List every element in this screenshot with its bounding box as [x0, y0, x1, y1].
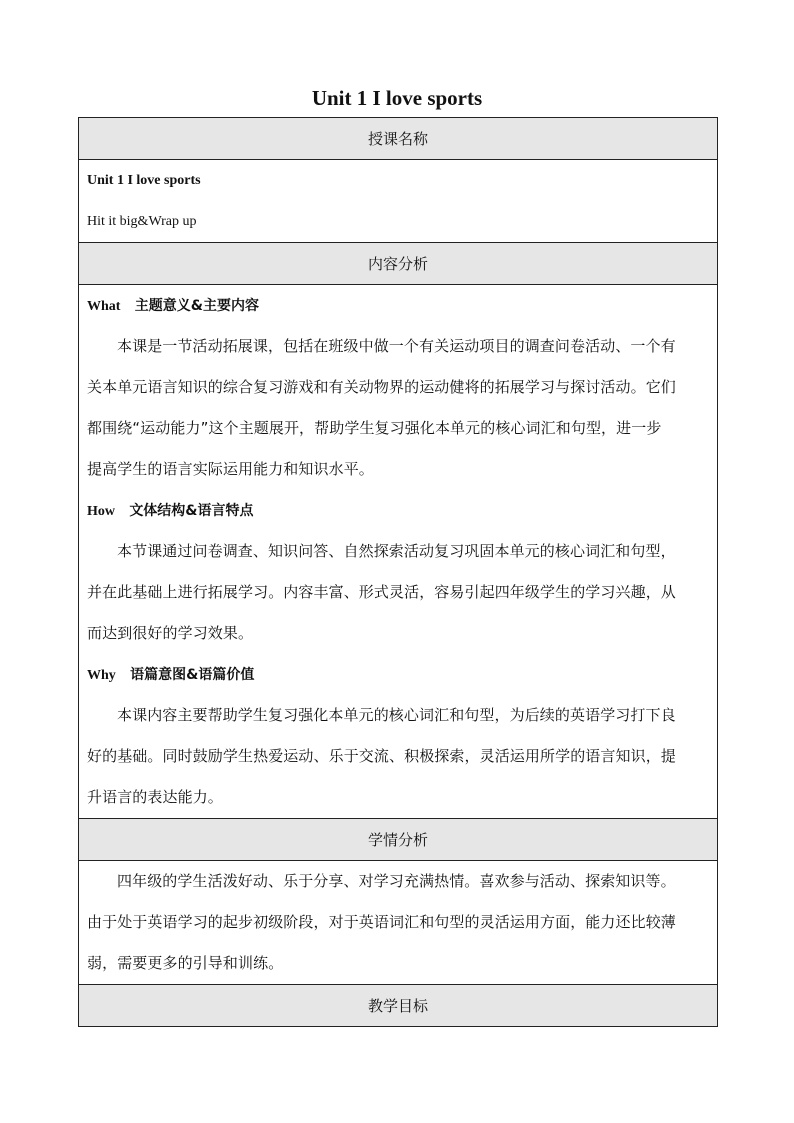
why-label-cn: 语篇意图&语篇价值 — [130, 667, 255, 683]
unit-title: Unit 1 I love sports — [87, 173, 201, 188]
what-label-en: What — [87, 299, 121, 314]
what-paragraph-line: 都围绕“运动能力”这个主题展开，帮助学生复习强化本单元的核心词汇和句型，进一步 — [87, 419, 662, 437]
what-paragraph-line: 关本单元语言知识的综合复习游戏和有关动物界的运动健将的拓展学习与探讨活动。它们 — [87, 378, 676, 396]
lesson-subtitle: Hit it big&Wrap up — [87, 214, 197, 229]
why-label-en: Why — [87, 668, 116, 683]
student-analysis-line: 由于处于英语学习的起步初级阶段，对于英语词汇和句型的灵活运用方面，能力还比较薄 — [87, 913, 676, 931]
lesson-plan-table — [78, 117, 718, 1027]
what-label-cn: 主题意义&主要内容 — [134, 298, 259, 314]
why-heading — [87, 654, 709, 695]
course-name-header: 授课名称 — [79, 118, 717, 160]
student-analysis-cell — [79, 861, 717, 985]
how-paragraph-line: 并在此基础上进行拓展学习。内容丰富、形式灵活，容易引起四年级学生的学习兴趣，从 — [87, 583, 676, 601]
content-analysis-cell — [79, 285, 717, 819]
content-analysis-header: 内容分析 — [79, 243, 717, 285]
student-analysis-header: 学情分析 — [79, 819, 717, 861]
why-paragraph-line: 好的基础。同时鼓励学生热爱运动、乐于交流、积极探索，灵活运用所学的语言知识，提 — [87, 747, 676, 765]
student-analysis-line: 弱，需要更多的引导和训练。 — [87, 954, 284, 972]
what-paragraph-line: 提高学生的语言实际运用能力和知识水平。 — [87, 460, 374, 478]
how-paragraph-line: 而达到很好的学习效果。 — [87, 624, 254, 642]
student-analysis-line: 四年级的学生活泼好动、乐于分享、对学习充满热情。喜欢参与活动、探索知识等。 — [117, 872, 676, 890]
why-paragraph-line: 升语言的表达能力。 — [87, 788, 223, 806]
what-heading — [87, 285, 709, 326]
what-paragraph-line: 本课是一节活动拓展课，包括在班级中做一个有关运动项目的调查问卷活动、一个有 — [117, 337, 676, 355]
how-heading — [87, 490, 709, 531]
teaching-goals-header: 教学目标 — [79, 985, 717, 1027]
course-name-cell — [79, 160, 717, 243]
how-label-cn: 文体结构&语言特点 — [129, 503, 254, 519]
how-paragraph-line: 本节课通过问卷调查、知识问答、自然探索活动复习巩固本单元的核心词汇和句型， — [117, 542, 676, 560]
document-title: Unit 1 I love sports — [311, 86, 483, 110]
why-paragraph-line: 本课内容主要帮助学生复习强化本单元的核心词汇和句型，为后续的英语学习打下良 — [117, 706, 676, 724]
how-label-en: How — [87, 504, 115, 519]
